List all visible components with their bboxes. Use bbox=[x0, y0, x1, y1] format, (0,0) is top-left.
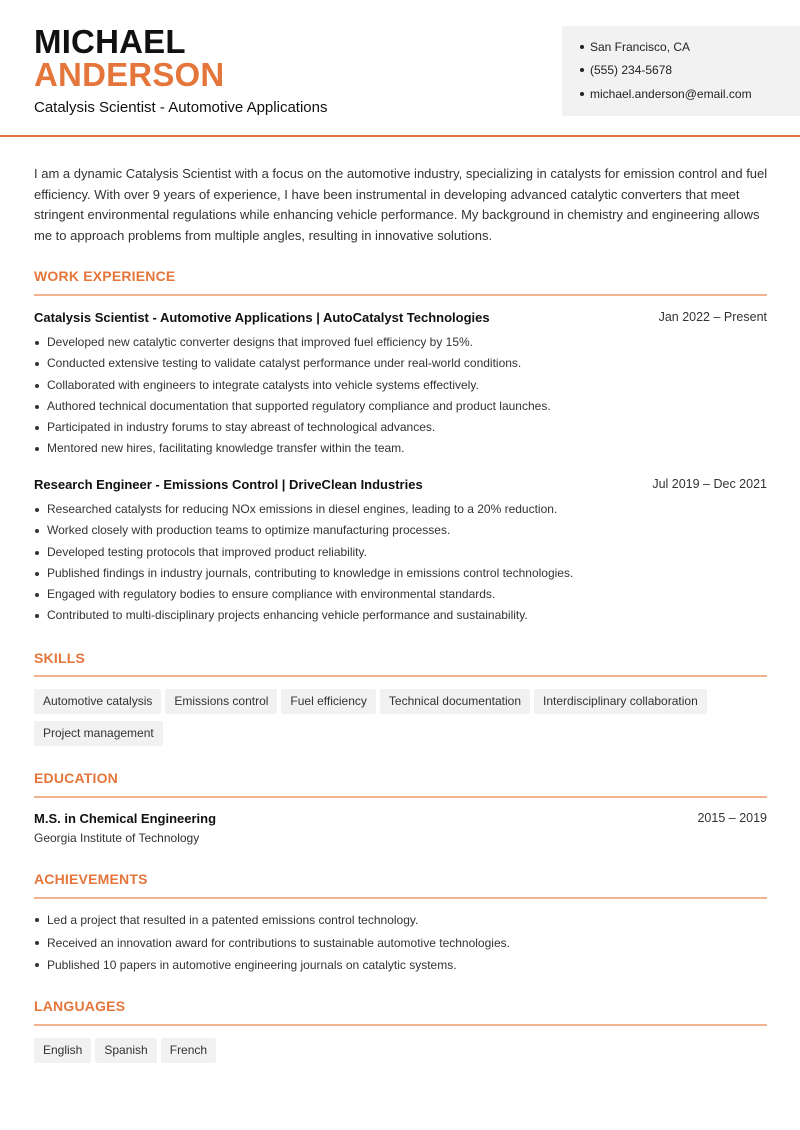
job-bullets bbox=[34, 332, 767, 460]
list-item: Conducted extensive testing to validate catalyst performance under real-world conditions. bbox=[34, 353, 767, 374]
bullet-icon bbox=[580, 92, 584, 96]
section-divider bbox=[34, 897, 767, 899]
bullet-icon bbox=[580, 68, 584, 72]
section-title-work: WORK EXPERIENCE bbox=[34, 268, 176, 284]
section-divider bbox=[34, 1024, 767, 1026]
bullet-icon bbox=[580, 45, 584, 49]
section-divider bbox=[34, 675, 767, 677]
list-item: Led a project that resulted in a patented emissions control technology. bbox=[34, 909, 767, 932]
contact-box bbox=[562, 26, 800, 116]
job-dates: Jul 2019 – Dec 2021 bbox=[652, 477, 767, 491]
job-role: Research Engineer - Emissions Control | DriveClean Industries bbox=[34, 477, 423, 492]
phone-text: (555) 234-5678 bbox=[590, 63, 673, 77]
language-chip: Spanish bbox=[95, 1038, 156, 1063]
skill-chip: Automotive catalysis bbox=[34, 689, 161, 714]
list-item: Published findings in industry journals, contributing to knowledge in emissions control technologies. bbox=[34, 563, 767, 584]
skill-chip: Emissions control bbox=[165, 689, 277, 714]
education-dates: 2015 – 2019 bbox=[697, 811, 767, 825]
education-header bbox=[34, 811, 767, 826]
list-item: Developed new catalytic converter designs that improved fuel efficiency by 15%. bbox=[34, 332, 767, 353]
list-item: Received an innovation award for contributions to sustainable automotive technologies. bbox=[34, 932, 767, 955]
list-item: Engaged with regulatory bodies to ensure compliance with environmental standards. bbox=[34, 584, 767, 605]
list-item: Collaborated with engineers to integrate catalysts into vehicle systems effectively. bbox=[34, 375, 767, 396]
list-item: Authored technical documentation that supported regulatory compliance and product launches. bbox=[34, 396, 767, 417]
languages-list bbox=[34, 1038, 767, 1070]
language-chip: French bbox=[161, 1038, 216, 1063]
skill-chip: Project management bbox=[34, 721, 163, 746]
list-item: Mentored new hires, facilitating knowledge transfer within the team. bbox=[34, 438, 767, 459]
section-title-achievements: ACHIEVEMENTS bbox=[34, 871, 148, 887]
job-role: Catalysis Scientist - Automotive Applications | AutoCatalyst Technologies bbox=[34, 310, 490, 325]
section-divider bbox=[34, 796, 767, 798]
contact-email[interactable] bbox=[580, 87, 752, 101]
last-name: ANDERSON bbox=[34, 56, 225, 93]
skill-chip: Interdisciplinary collaboration bbox=[534, 689, 707, 714]
contact-location bbox=[580, 40, 690, 54]
resume-header bbox=[0, 0, 800, 137]
list-item: Published 10 papers in automotive engineering journals on catalytic systems. bbox=[34, 954, 767, 977]
achievements-list bbox=[34, 909, 767, 977]
email-link[interactable]: michael.anderson@email.com bbox=[590, 87, 752, 101]
section-divider bbox=[34, 294, 767, 296]
list-item: Worked closely with production teams to optimize manufacturing processes. bbox=[34, 520, 767, 541]
job-header bbox=[34, 310, 767, 325]
summary-paragraph: I am a dynamic Catalysis Scientist with a focus on the automotive industry, specializing in catalysts for emission control and fuel efficiency. With over 9 years of experience, I have been instrumental in developing advanced catalytic converters that meet stringent environmental regulations while enhancing vehicle performance. My background in chemistry and engineering allows me to approach problems from multiple angles, resulting in innovative solutions. bbox=[34, 166, 768, 243]
job-bullets bbox=[34, 499, 767, 627]
skill-chip: Fuel efficiency bbox=[281, 689, 375, 714]
skills-list bbox=[34, 689, 767, 753]
section-title-education: EDUCATION bbox=[34, 770, 118, 786]
location-text: San Francisco, CA bbox=[590, 40, 691, 54]
skill-chip: Technical documentation bbox=[380, 689, 530, 714]
job-dates: Jan 2022 – Present bbox=[658, 310, 767, 324]
section-title-skills: SKILLS bbox=[34, 650, 85, 666]
school-name: Georgia Institute of Technology bbox=[34, 831, 200, 845]
list-item: Researched catalysts for reducing NOx emissions in diesel engines, leading to a 20% reduction. bbox=[34, 499, 767, 520]
language-chip: English bbox=[34, 1038, 91, 1063]
list-item: Contributed to multi-disciplinary projects enhancing vehicle performance and sustainability. bbox=[34, 605, 767, 626]
list-item: Developed testing protocols that improved product reliability. bbox=[34, 542, 767, 563]
list-item: Participated in industry forums to stay abreast of technological advances. bbox=[34, 417, 767, 438]
degree-title: M.S. in Chemical Engineering bbox=[34, 811, 217, 826]
contact-phone bbox=[580, 63, 672, 77]
job-title: Catalysis Scientist - Automotive Applications bbox=[34, 99, 328, 116]
first-name: MICHAEL bbox=[34, 23, 186, 60]
section-title-languages: LANGUAGES bbox=[34, 998, 126, 1014]
job-header bbox=[34, 477, 767, 492]
